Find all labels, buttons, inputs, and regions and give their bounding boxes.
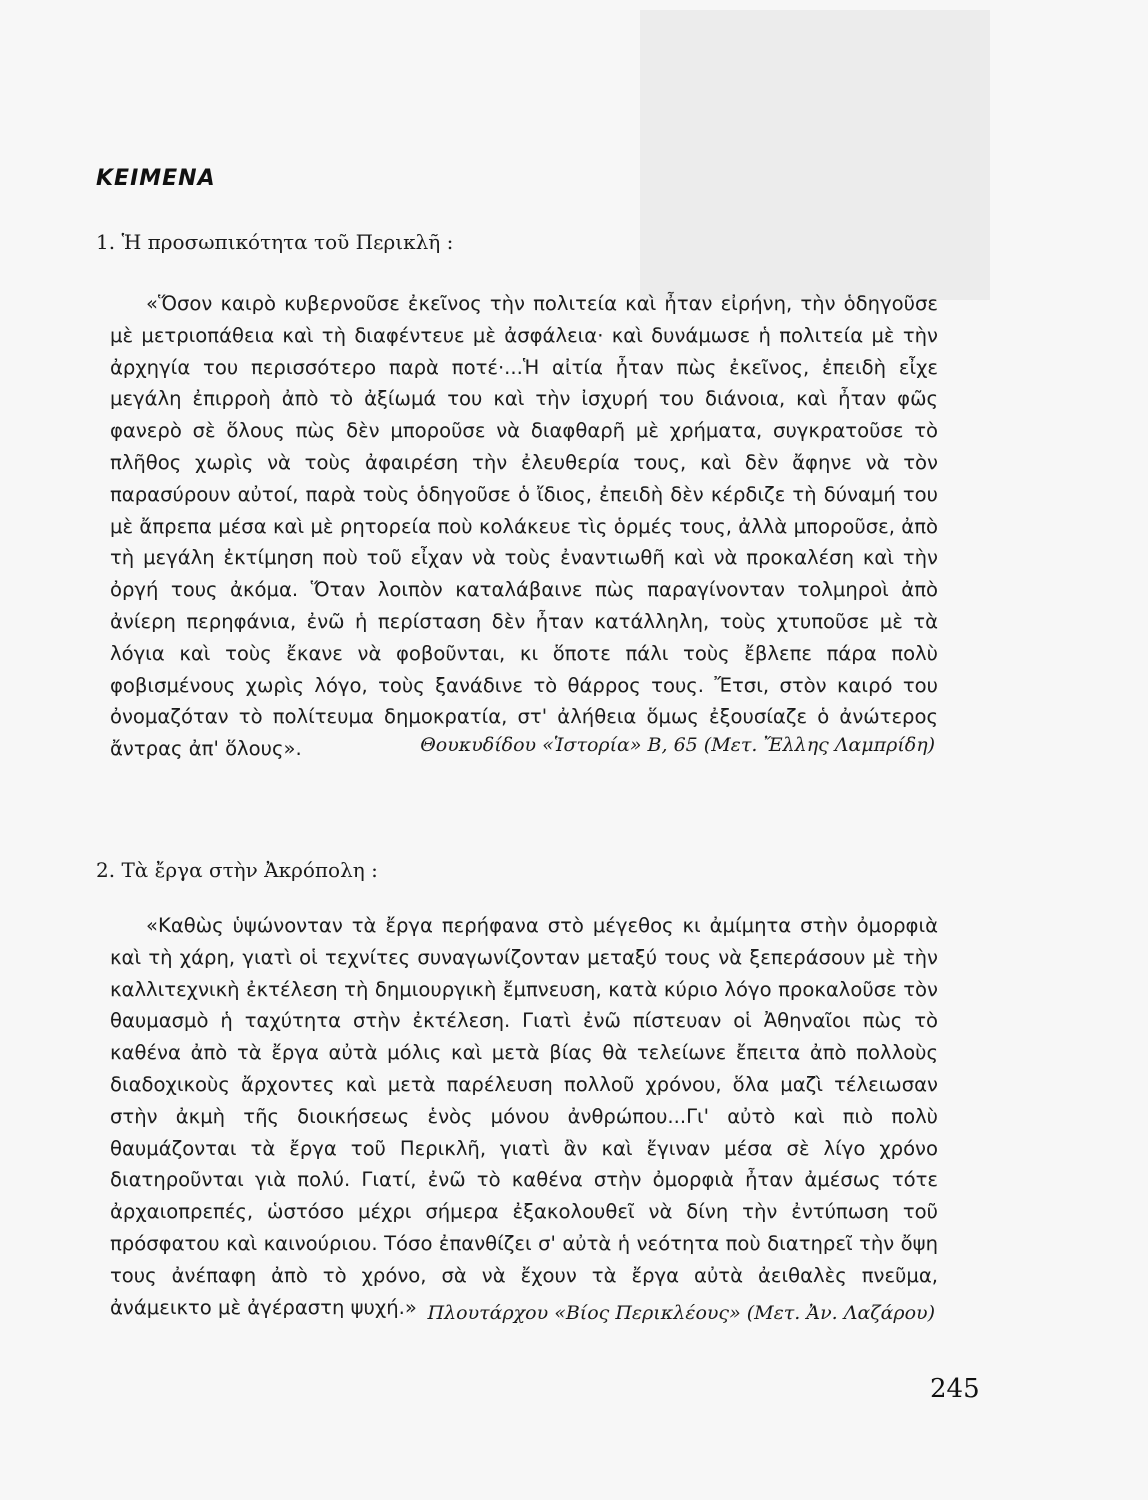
page-number: 245 xyxy=(930,1374,980,1404)
text-1-heading: 1. Ἡ προσωπικότητα τοῦ Περικλῆ : xyxy=(96,230,454,254)
text-2-body: «Καθὼς ὑψώνονταν τὰ ἔργα περήφανα στὸ μέγεθος κι ἀμίμητα στὴν ὀμορφιὰ καὶ τὴ χάρη, γιατὶ οἱ τεχνίτες συναγωνίζονταν μεταξύ τους νὰ ξεπεράσουν μὲ τὴν καλλιτεχνικὴ ἐκτέλεση τὴ δημιουργικὴ ἔμπνευση, κατὰ κύριο λόγο προκαλοῦσε τὸν θαυμασμὸ ἡ ταχύτητα στὴν ἐκτέλεση. Γιατὶ ἐνῶ πίστευαν οἱ Ἀθηναῖοι πὼς τὸ καθένα ἀπὸ τὰ ἔργα αὐτὰ μόλις καὶ μετὰ βίας θὰ τελείωνε ἔπειτα ἀπὸ πολλοὺς διαδοχικοὺς ἄρχοντες καὶ μετὰ παρέλευση πολλοῦ χρόνου, ὅλα μαζὶ τέλειωσαν στὴν ἀκμὴ τῆς διοικήσεως ἑνὸς μόνου ἀνθρώπου...Γι' αὐτὸ καὶ πιὸ πολὺ θαυμάζονται τὰ ἔργα τοῦ Περικλῆ, γιατὶ ἂν καὶ ἔγιναν μέσα σὲ λίγο χρόνο διατηροῦνται γιὰ πολύ. Γιατί, ἐνῶ τὸ καθένα στὴν ὀμορφιὰ ἦταν ἀμέσως τότε ἀρχαιοπρεπές, ὡστόσο μέχρι σήμερα ἐξακολουθεῖ νὰ δίνη τὴν ἐντύπωση τοῦ πρόσφατου καὶ καινούριου. Τόσο ἐπανθίζει σ' αὐτὰ ἡ νεότητα ποὺ διατηρεῖ τὴν ὄψη τους ἀνέπαφη ἀπὸ τὸ χρόνο, σὰ νὰ ἔχουν τὰ ἔργα αὐτὰ ἀειθαλὲς πνεῦμα, ἀνάμεικτο μὲ ἀγέραστη ψυχή.» xyxy=(110,914,938,1319)
text-2-citation: Πλουτάρχου «Βίος Περικλέους» (Μετ. Ἀν. Λαζάρου) xyxy=(427,1302,935,1324)
text-1-citation: Θουκυδίδου «Ἱστορία» Β, 65 (Μετ. Ἔλλης Λαμπρίδη) xyxy=(420,734,935,756)
section-label: KEIMENA xyxy=(96,166,216,191)
bleed-through-image xyxy=(640,10,990,300)
text-2-heading: 2. Τὰ ἔργα στὴν Ἀκρόπολη : xyxy=(96,858,378,882)
text-1-body: «Ὅσον καιρὸ κυβερνοῦσε ἐκεῖνος τὴν πολιτεία καὶ ἦταν εἰρήνη, τὴν ὁδηγοῦσε μὲ μετριοπάθεια καὶ τὴ διαφέντευε μὲ ἀσφάλεια· καὶ δυνάμωσε ἡ πολιτεία μὲ τὴν ἀρχηγία του περισσότερο παρὰ ποτέ·...Ἡ αἰτία ἦταν πὼς ἐκεῖνος, ἐπειδὴ εἶχε μεγάλη ἐπιρροὴ ἀπὸ τὸ ἀξίωμά του καὶ τὴν ἰσχυρή του διάνοια, καὶ ἦταν φῶς φανερὸ σὲ ὅλους πὼς δὲν μποροῦσε νὰ διαφθαρῆ μὲ χρήματα, συγκρατοῦσε τὸ πλῆθος χωρὶς νὰ τοὺς ἀφαιρέση τὴν ἐλευθερία τους, καὶ δὲν ἄφηνε νὰ τὸν παρασύρουν αὐτοί, παρὰ τοὺς ὁδηγοῦσε ὁ ἴδιος, ἐπειδὴ δὲν κέρδιζε τὴ δύναμή του μὲ ἄπρεπα μέσα καὶ μὲ ρητορεία ποὺ κολάκευε τὶς ὁρμές τους, ἀλλὰ μποροῦσε, ἀπὸ τὴ μεγάλη ἐκτίμηση ποὺ τοῦ εἶχαν νὰ τοὺς ἐναντιωθῆ καὶ νὰ προκαλέση καὶ τὴν ὀργή τους ἀκόμα. Ὅταν λοιπὸν καταλάβαινε πὼς παραγίνονταν τολμηροὶ ἀπὸ ἀνίερη περηφάνια, ἐνῶ ἡ περίσταση δὲν ἦταν κατάλληλη, τοὺς χτυποῦσε μὲ τὰ λόγια καὶ τοὺς ἔκανε νὰ φοβοῦνται, κι ὅποτε πάλι τοὺς ἔβλεπε πάρα πολὺ φοβισμένους χωρὶς λόγο, τοὺς ξανάδινε τὸ θάρρος τους. Ἔτσι, στὸν καιρό του ὀνομαζόταν τὸ πολίτευμα δημοκρατία, στ' ἀλήθεια ὅμως ἐξουσίαζε ὁ ἀνώτερος ἄντρας ἀπ' ὅλους». xyxy=(110,292,938,761)
